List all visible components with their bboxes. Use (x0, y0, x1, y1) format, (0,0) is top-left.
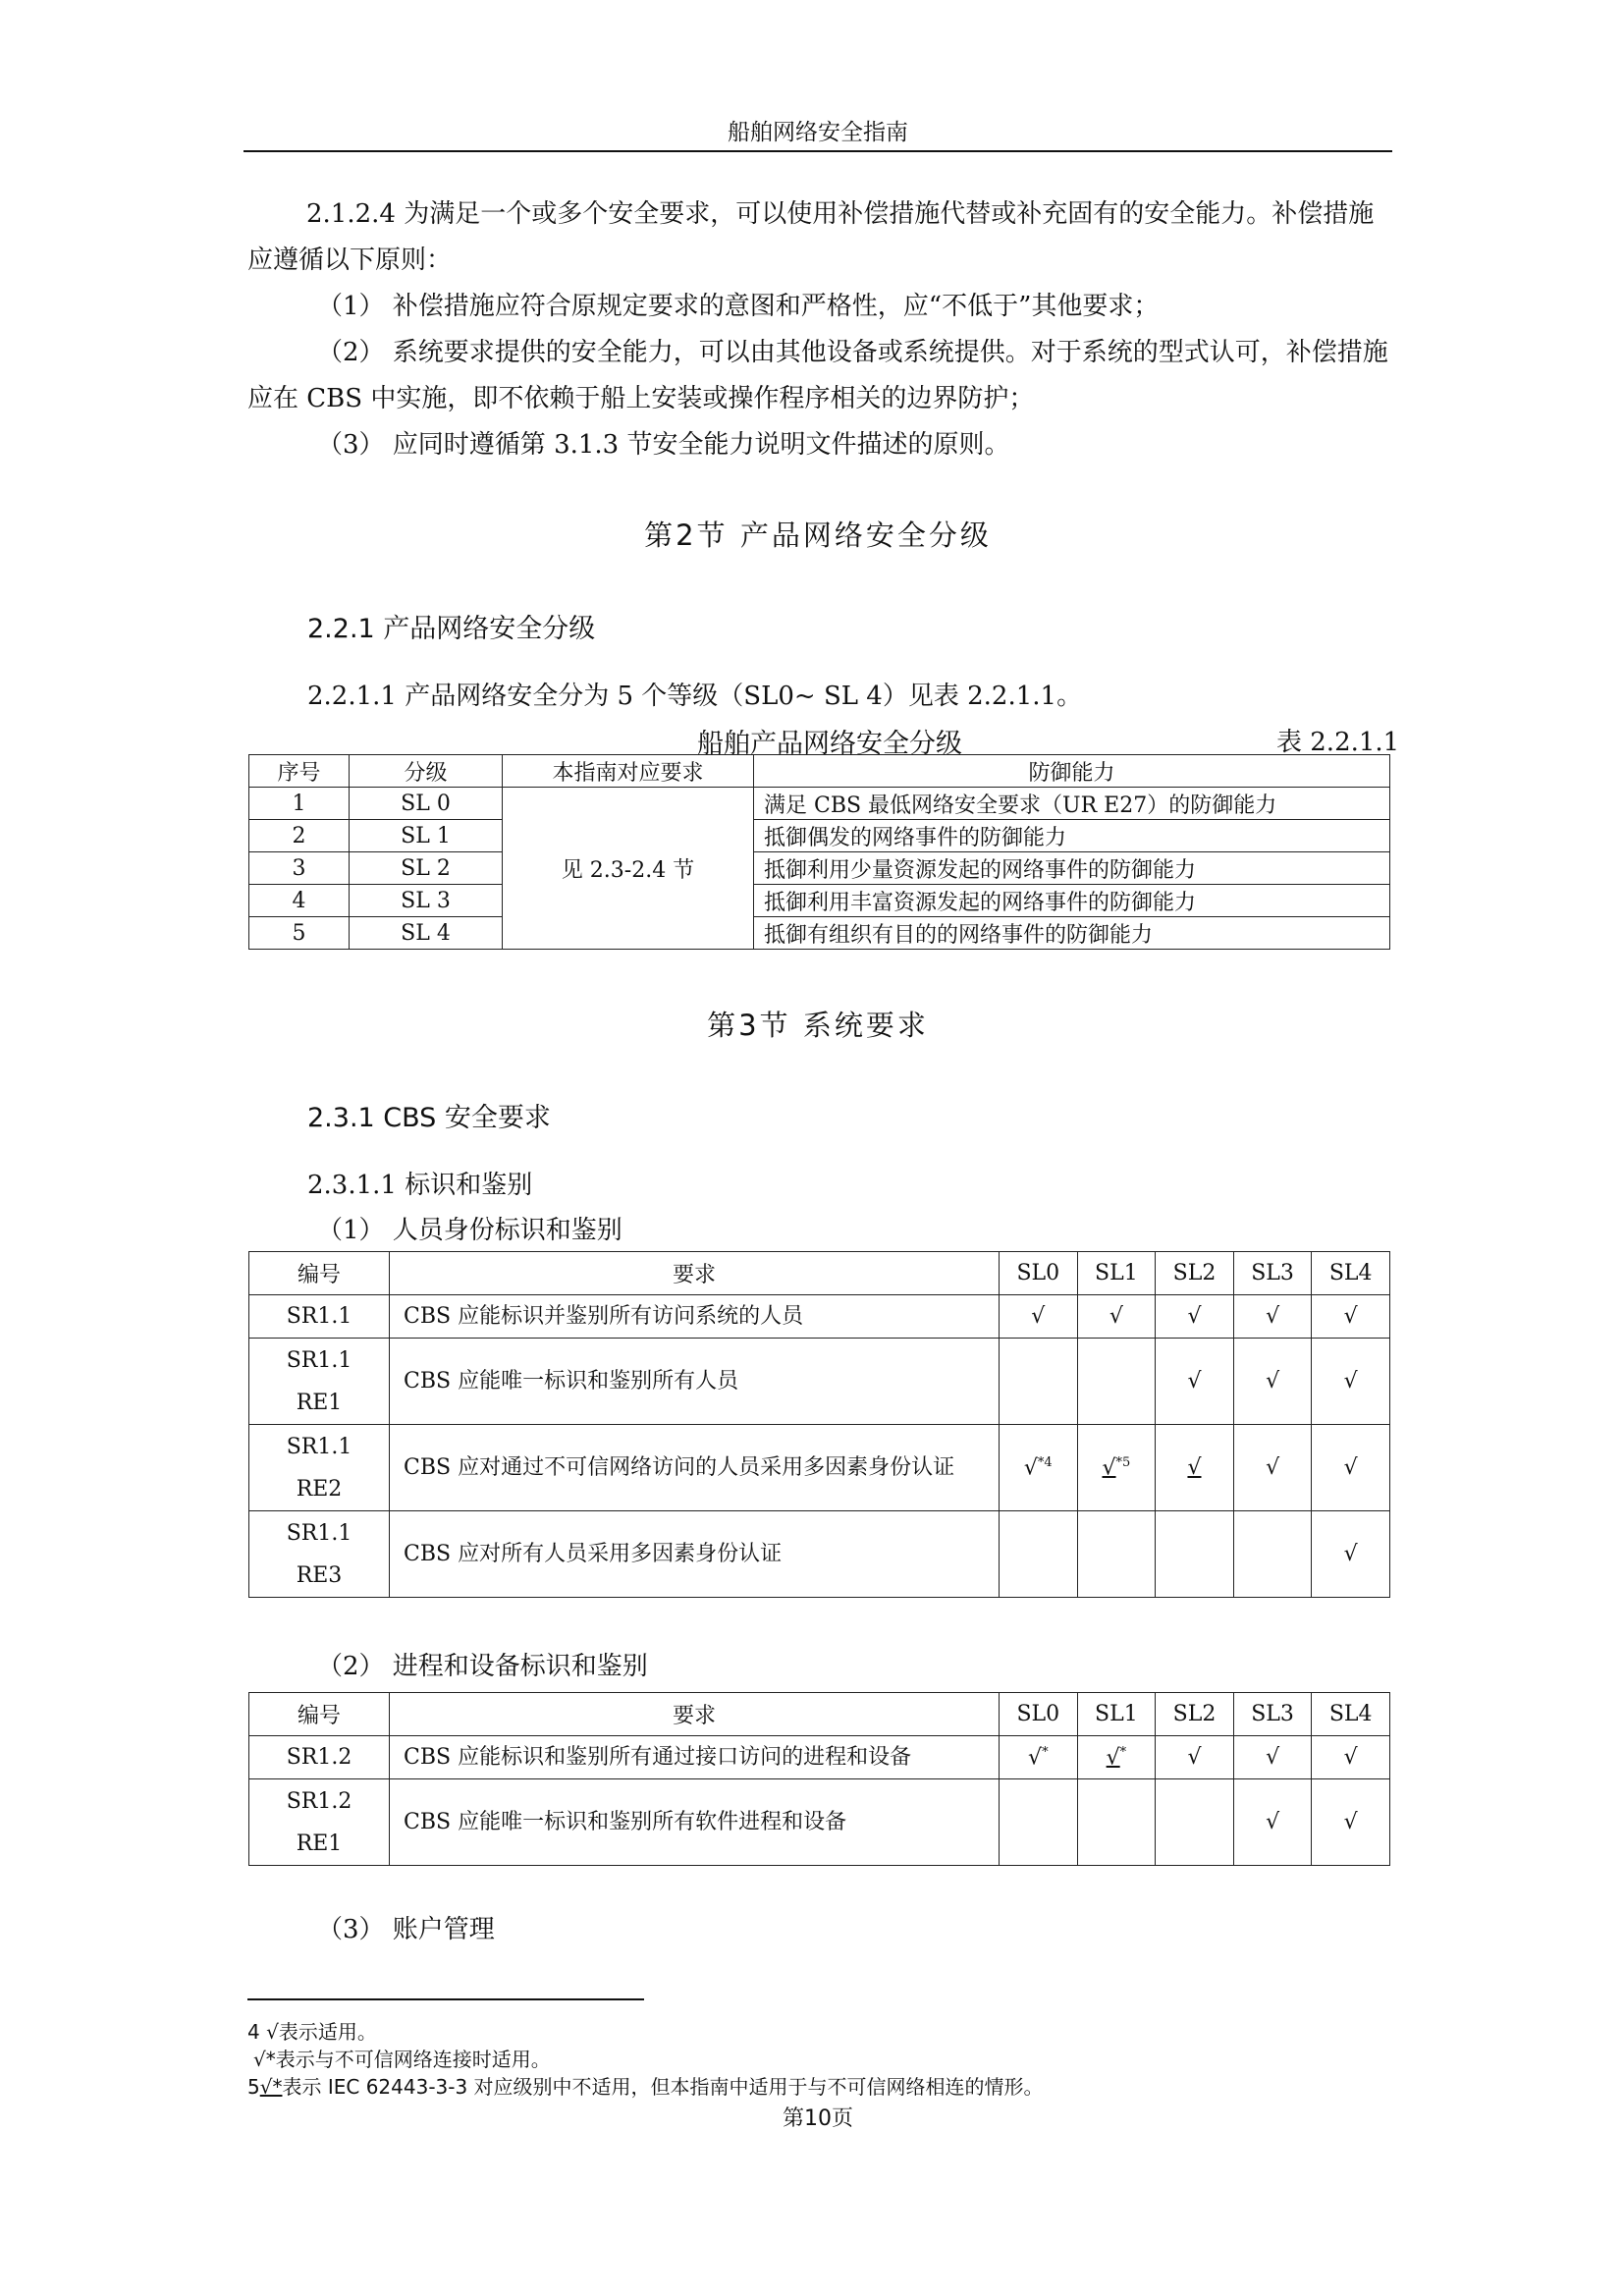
check-cell (1156, 1425, 1234, 1511)
row-defense: 抵御有组织有目的的网络事件的防御能力 (754, 917, 1390, 950)
col-header-sl2: SL2 (1156, 1693, 1234, 1736)
empty-cell (1077, 1339, 1156, 1425)
check-cell (1000, 1425, 1078, 1511)
running-header: 船舶网络安全指南 (728, 120, 908, 145)
check-mark: √ (1187, 1455, 1202, 1480)
table-caption: 船舶产品网络安全分级 (697, 729, 962, 759)
personnel-identification-table (248, 1251, 1390, 1598)
check-cell (1077, 1425, 1156, 1511)
check-mark: √ (1233, 1736, 1312, 1779)
req-text: CBS 应能唯一标识和鉴别所有人员 (390, 1339, 1000, 1425)
footnote-ref: * (1119, 1744, 1127, 1760)
col-header-level: 分级 (350, 755, 503, 788)
check-mark: √ (1156, 1295, 1234, 1339)
footnote-mark: √* (259, 2075, 283, 2099)
check-mark: √ (1312, 1339, 1390, 1425)
subheading-personnel: （1） 人员身份标识和鉴别 (317, 1216, 622, 1245)
check-mark: √ (1312, 1736, 1390, 1779)
check-mark: √ (1077, 1295, 1156, 1339)
empty-cell (1000, 1511, 1078, 1598)
check-mark: √ (1028, 1745, 1043, 1771)
col-header-sl1: SL1 (1077, 1252, 1156, 1295)
req-id-line: SR1.1 (286, 1520, 352, 1546)
footnote-ref: *4 (1037, 1454, 1053, 1470)
row-level: SL 1 (350, 820, 503, 852)
table-row (249, 1736, 1390, 1779)
req-id-line: RE2 (296, 1476, 343, 1502)
col-header-sl4: SL4 (1312, 1693, 1390, 1736)
process-device-identification-table (248, 1692, 1390, 1866)
req-text: CBS 应能标识和鉴别所有通过接口访问的进程和设备 (390, 1736, 1000, 1779)
col-header-sl0: SL0 (1000, 1252, 1078, 1295)
footnote-4b: √*表示与不可信网络连接时适用。 (253, 2048, 551, 2071)
row-no: 2 (249, 820, 350, 852)
check-mark: √ (1312, 1425, 1390, 1511)
row-defense: 抵御利用少量资源发起的网络事件的防御能力 (754, 852, 1390, 885)
footnote-4 (247, 2016, 377, 2045)
table-row (249, 885, 1390, 917)
req-id (249, 1511, 390, 1598)
row-no: 5 (249, 917, 350, 950)
section-3-title: 第3节 系统要求 (707, 1009, 929, 1042)
check-mark: √ (1233, 1339, 1312, 1425)
principle-2: （2） 系统要求提供的安全能力，可以由其他设备或系统提供。对于系统的型式认可，补偿措施应在 CBS 中实施，即不依赖于船上安装或操作程序相关的边界防护； (247, 338, 1388, 413)
req-id-line: RE1 (296, 1831, 343, 1856)
table-row (249, 1295, 1390, 1339)
req-text: CBS 应能标识并鉴别所有访问系统的人员 (390, 1295, 1000, 1339)
check-mark: √ (1023, 1455, 1038, 1481)
row-defense: 抵御利用丰富资源发起的网络事件的防御能力 (754, 885, 1390, 917)
col-header-requirement: 本指南对应要求 (503, 755, 754, 788)
req-id-line: SR1.1 (286, 1347, 352, 1373)
shared-requirement: 见 2.3-2.4 节 (503, 788, 754, 950)
security-level-table (248, 754, 1390, 950)
principle-3: （3） 应同时遵循第 3.1.3 节安全能力说明文件描述的原则。 (317, 430, 1010, 460)
empty-cell (1156, 1511, 1234, 1598)
table-label: 表 2.2.1.1 (1276, 728, 1400, 757)
check-mark: √ (1233, 1425, 1312, 1511)
req-id-line: RE1 (296, 1390, 343, 1415)
check-mark: √ (1000, 1295, 1078, 1339)
check-cell (1000, 1736, 1078, 1779)
col-header-sl3: SL3 (1233, 1252, 1312, 1295)
col-header-requirement: 要求 (390, 1693, 1000, 1736)
row-level: SL 4 (350, 917, 503, 950)
col-header-requirement: 要求 (390, 1252, 1000, 1295)
table-row (249, 820, 1390, 852)
table-row (249, 1511, 1390, 1598)
empty-cell (1077, 1779, 1156, 1866)
table-row (249, 852, 1390, 885)
check-mark: √ (1233, 1295, 1312, 1339)
table-row (249, 1779, 1390, 1866)
subheading-process-device: （2） 进程和设备标识和鉴别 (317, 1652, 648, 1681)
table-row (249, 788, 1390, 820)
check-mark: √ (1156, 1339, 1234, 1425)
check-mark: √ (1106, 1745, 1120, 1771)
row-defense: 满足 CBS 最低网络安全要求（UR E27）的防御能力 (754, 788, 1390, 820)
subheading-account-management: （3） 账户管理 (317, 1915, 495, 1944)
footnote-text: √表示适用。 (266, 2020, 377, 2044)
section-2-title: 第2节 产品网络安全分级 (644, 519, 992, 552)
footnote-ref: *5 (1115, 1454, 1131, 1470)
check-mark: √ (1312, 1779, 1390, 1866)
row-level: SL 2 (350, 852, 503, 885)
table-row (249, 917, 1390, 950)
col-header-sl0: SL0 (1000, 1693, 1078, 1736)
col-header-sl4: SL4 (1312, 1252, 1390, 1295)
row-level: SL 0 (350, 788, 503, 820)
req-text: CBS 应对所有人员采用多因素身份认证 (390, 1511, 1000, 1598)
footnote-rule (247, 1998, 644, 2000)
row-defense: 抵御偶发的网络事件的防御能力 (754, 820, 1390, 852)
row-no: 1 (249, 788, 350, 820)
page-number: 第10页 (783, 2106, 853, 2131)
check-mark: √ (1156, 1736, 1234, 1779)
check-mark: √ (1312, 1295, 1390, 1339)
col-header-id: 编号 (249, 1693, 390, 1736)
check-mark: √ (1312, 1511, 1390, 1598)
header-rule (243, 150, 1392, 152)
heading-2-3-1: 2.3.1 CBS 安全要求 (307, 1103, 551, 1133)
footnote-text: 表示 IEC 62443-3-3 对应级别中不适用，但本指南中适用于与不可信网络相连的情形。 (282, 2075, 1044, 2099)
row-no: 4 (249, 885, 350, 917)
principle-1: （1） 补偿措施应符合原规定要求的意图和严格性，应“不低于”其他要求； (317, 292, 1160, 321)
footnote-ref: * (1042, 1744, 1049, 1760)
req-id: SR1.2 (249, 1736, 390, 1779)
paragraph-2-2-1-1: 2.2.1.1 产品网络安全分为 5 个等级（SL0~ SL 4）见表 2.2.1.1。 (307, 682, 1083, 711)
check-mark: √ (1102, 1455, 1116, 1481)
footnote-number: 4 (247, 2020, 260, 2044)
row-no: 3 (249, 852, 350, 885)
req-id-line: SR1.1 (286, 1434, 352, 1459)
col-header-sl3: SL3 (1233, 1693, 1312, 1736)
col-header-sl2: SL2 (1156, 1252, 1234, 1295)
req-id (249, 1779, 390, 1866)
footnote-5 (247, 2071, 1044, 2100)
table-row (249, 1425, 1390, 1511)
col-header-id: 编号 (249, 1252, 390, 1295)
req-id: SR1.1 (249, 1295, 390, 1339)
check-mark: √ (1233, 1779, 1312, 1866)
col-header-sl1: SL1 (1077, 1693, 1156, 1736)
heading-2-2-1: 2.2.1 产品网络安全分级 (307, 614, 596, 644)
req-text: CBS 应能唯一标识和鉴别所有软件进程和设备 (390, 1779, 1000, 1866)
empty-cell (1000, 1339, 1078, 1425)
heading-2-3-1-1: 2.3.1.1 标识和鉴别 (307, 1171, 533, 1200)
row-level: SL 3 (350, 885, 503, 917)
col-header-no: 序号 (249, 755, 350, 788)
empty-cell (1156, 1779, 1234, 1866)
empty-cell (1000, 1779, 1078, 1866)
col-header-defense: 防御能力 (754, 755, 1390, 788)
table-row (249, 1339, 1390, 1425)
paragraph-2-1-2-4: 2.1.2.4 为满足一个或多个安全要求，可以使用补偿措施代替或补充固有的安全能力。补偿措施应遵循以下原则： (247, 199, 1375, 275)
empty-cell (1077, 1511, 1156, 1598)
req-id (249, 1339, 390, 1425)
req-id (249, 1425, 390, 1511)
footnote-number: 5 (247, 2075, 260, 2099)
check-cell (1077, 1736, 1156, 1779)
req-text: CBS 应对通过不可信网络访问的人员采用多因素身份认证 (390, 1425, 1000, 1511)
empty-cell (1233, 1511, 1312, 1598)
req-id-line: SR1.2 (286, 1788, 352, 1814)
req-id-line: RE3 (296, 1562, 343, 1588)
